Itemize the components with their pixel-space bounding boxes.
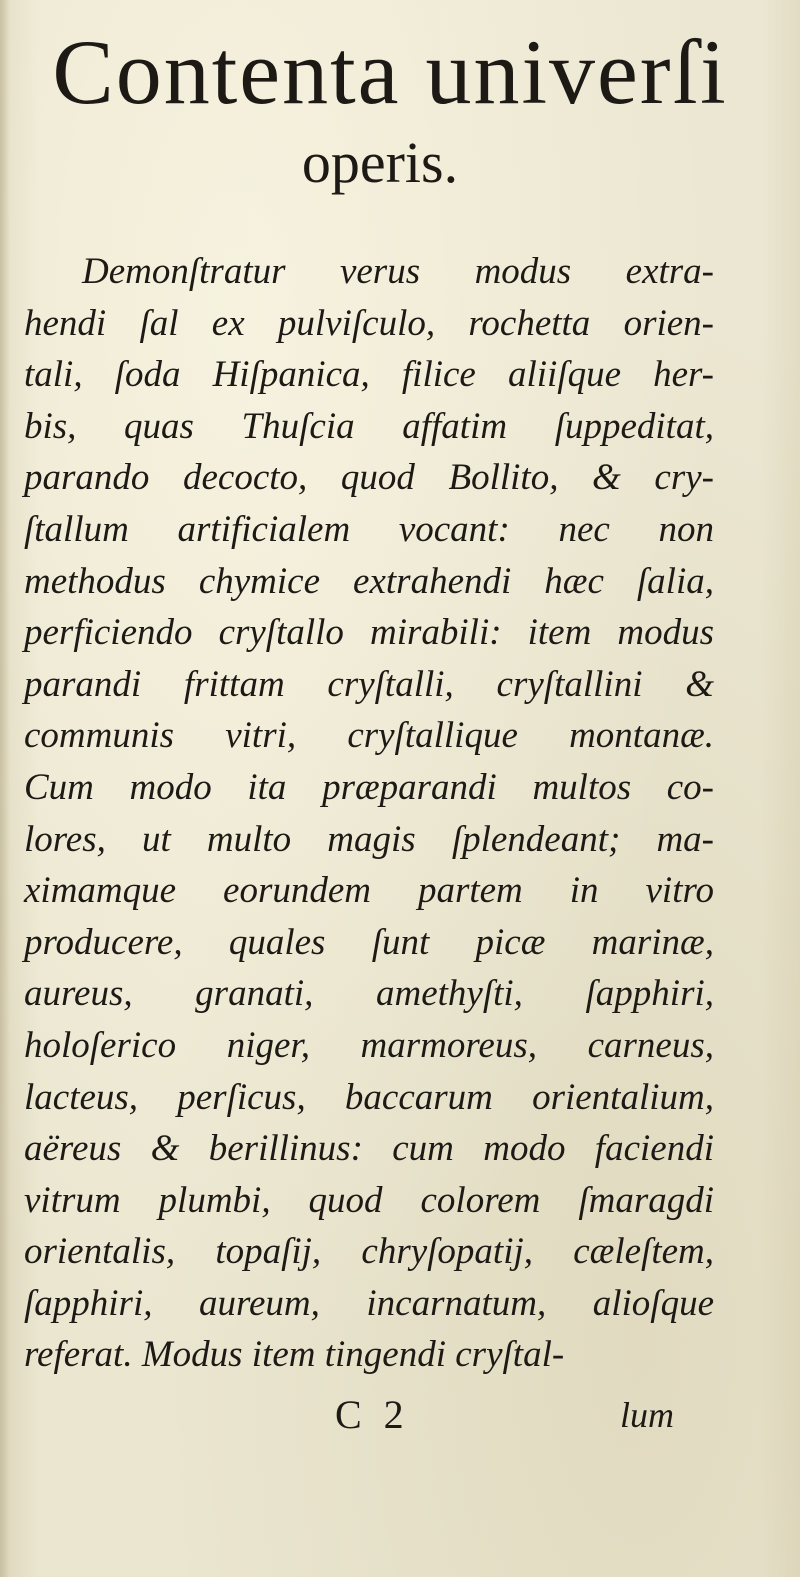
text-line-6: ſtallum artificialem vocant: nec non xyxy=(24,508,714,550)
text-line-21: ſapphiri, aureum, incarnatum, alioſque xyxy=(24,1282,714,1324)
text-line-7: methodus chymice extrahendi hæc ſalia, xyxy=(24,560,714,602)
text-line-8: perficiendo cryſtallo mirabili: item modus xyxy=(24,612,714,654)
text-line-5: parando decocto, quod Bollito, & cry- xyxy=(24,457,714,499)
binding-shadow xyxy=(0,0,10,1577)
text-line-15: aureus, granati, amethyſti, ſapphiri, xyxy=(24,973,714,1015)
text-line-18: aëreus & berillinus: cum modo faciendi xyxy=(24,1128,714,1170)
text-line-4: bis, quas Thuſcia affatim ſuppeditat, xyxy=(24,405,714,447)
text-line-9: parandi frittam cryſtalli, cryſtallini & xyxy=(24,663,714,705)
body-text xyxy=(24,246,714,1381)
text-line-16: holoſerico niger, marmoreus, carneus, xyxy=(24,1024,714,1066)
text-line-19: vitrum plumbi, quod colorem ſmaragdi xyxy=(24,1179,714,1221)
signature-mark: C 2 xyxy=(335,1392,410,1437)
text-line-13: ximamque eorundem partem in vitro xyxy=(24,870,714,912)
text-line-3: tali, ſoda Hiſpanica, filice aliiſque her- xyxy=(24,354,714,396)
text-line-10: communis vitri, cryſtallique montanæ. xyxy=(24,715,714,757)
page-title: Contenta univerſi xyxy=(52,21,728,123)
text-line-1: Demonſtratur verus modus extra- xyxy=(82,251,714,292)
text-line-20: orientalis, topaſij, chryſopatij, cæleſtem, xyxy=(24,1231,714,1273)
text-line-17: lacteus, perſicus, baccarum orientalium, xyxy=(24,1076,714,1118)
text-line-14: producere, quales ſunt picæ marinæ, xyxy=(24,921,714,963)
text-line-22: referat. Modus item tingendi cryſtal- xyxy=(24,1334,565,1376)
page-subtitle: operis. xyxy=(301,130,459,195)
catchword: lum xyxy=(620,1395,674,1435)
text-line-2: hendi ſal ex pulviſculo, rochetta orien- xyxy=(24,302,714,344)
text-line-11: Cum modo ita præparandi multos co- xyxy=(24,766,714,808)
text-line-12: lores, ut multo magis ſplendeant; ma- xyxy=(24,818,714,860)
